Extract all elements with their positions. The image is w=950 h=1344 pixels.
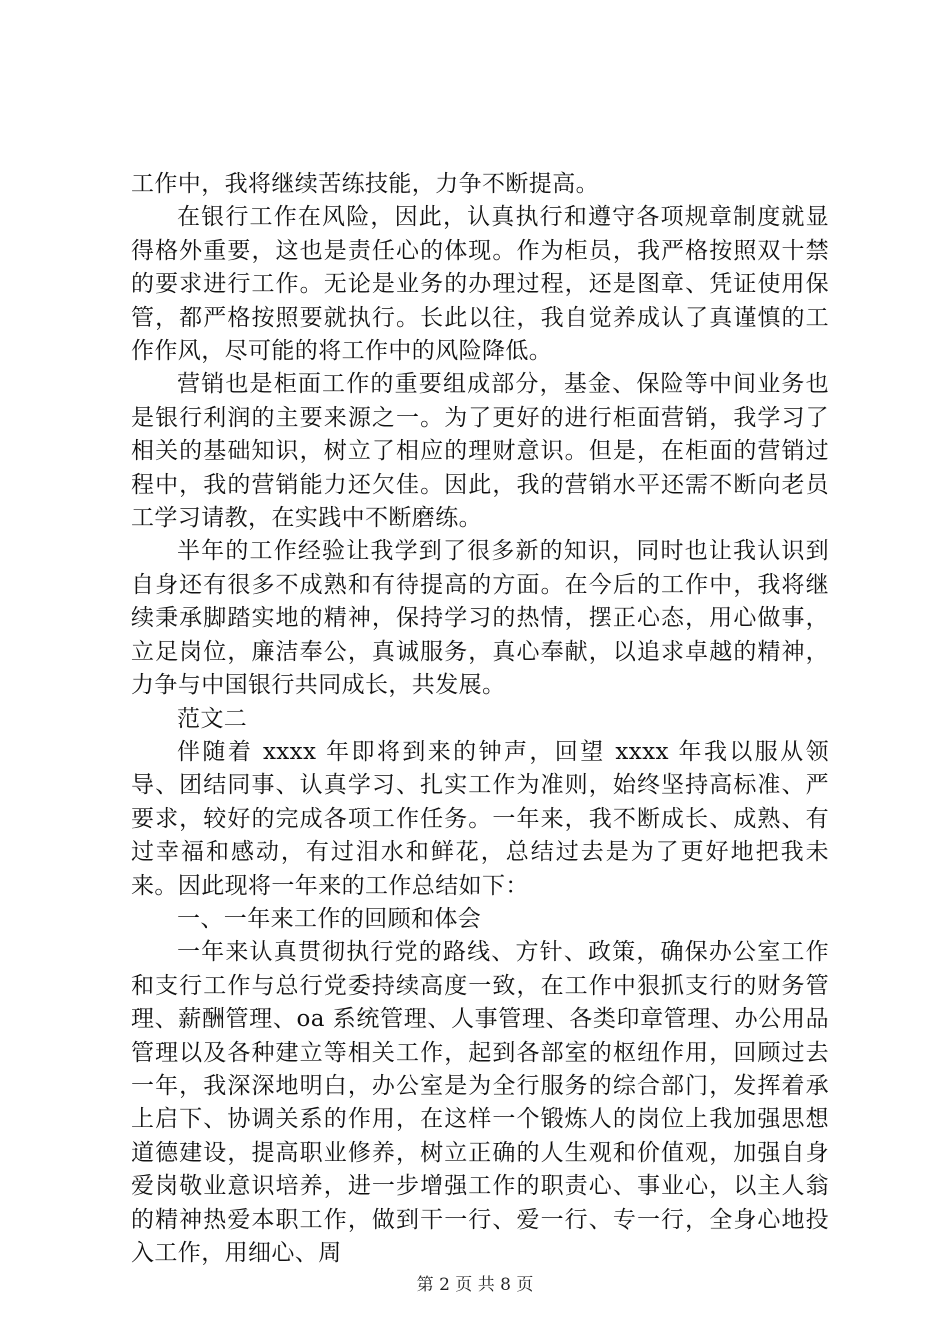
paragraph-risk-compliance: 在银行工作在风险，因此，认真执行和遵守各项规章制度就显得格外重要，这也是责任心的体现。作为柜员，我严格按照双十禁的要求进行工作。无论是业务的办理过程，还是图章、凭证使用保管，都严格按照要就执行。长此以往，我自觉养成认了真谨慎的工作作风，尽可能的将工作中的风险降低。 (131, 204, 829, 365)
paragraph-review-body: 一年来认真贯彻执行党的路线、方针、政策，确保办公室工作和支行工作与总行党委持续高度一致，在工作中狠抓支行的财务管理、薪酬管理、oa 系统管理、人事管理、各类印章管理、办公用品管理以及各种建立等相关工作，起到各部室的枢纽作用，回顾过去一年，我深深地明白，办公室是为全行服务的综合部门，发挥着承上启下、协调关系的作用，在这样一个锻炼人的岗位上我加强思想道德建设，提高职业修养，树立正确的人生观和价值观，加强自身爱岗敬业意识培养，进一步增强工作的职责心、事业心，以主人翁的精神热爱本职工作，做到干一行、爱一行、专一行，全身心地投入工作，用细心、周 (131, 939, 829, 1266)
paragraph-marketing: 营销也是柜面工作的重要组成部分，基金、保险等中间业务也是银行利润的主要来源之一。为了更好的进行柜面营销，我学习了相关的基础知识，树立了相应的理财意识。但是，在柜面的营销过程中，我的营销能力还欠佳。因此，我的营销水平还需不断向老员工学习请教，在实践中不断磨练。 (131, 371, 829, 532)
paragraph-continuation: 工作中，我将继续苦练技能，力争不断提高。 (131, 171, 599, 197)
document-body (131, 168, 829, 1270)
paragraph-half-year-summary: 半年的工作经验让我学到了很多新的知识，同时也让我认识到自身还有很多不成熟和有待提高的方面。在今后的工作中，我将继续秉承脚踏实地的精神，保持学习的热情，摆正心态，用心做事，立足岗位，廉洁奉公，真诚服务，真心奉献，以追求卓越的精神，力争与中国银行共同成长，共发展。 (131, 538, 829, 699)
section-heading-sample-two: 范文二 (177, 705, 248, 732)
paragraph-intro-sample-two: 伴随着 xxxx 年即将到来的钟声，回望 xxxx 年我以服从领导、团结同事、认真学习、扎实工作为准则，始终坚持高标准、严要求，较好的完成各项工作任务。一年来，我不断成长、成熟、有过幸福和感动，有过泪水和鲜花，总结过去是为了更好地把我未来。因此现将一年来的工作总结如下： (131, 738, 829, 899)
section-heading-review: 一、一年来工作的回顾和体会 (177, 905, 482, 932)
page-footer: 第 2 页 共 8 页 (416, 1275, 534, 1295)
